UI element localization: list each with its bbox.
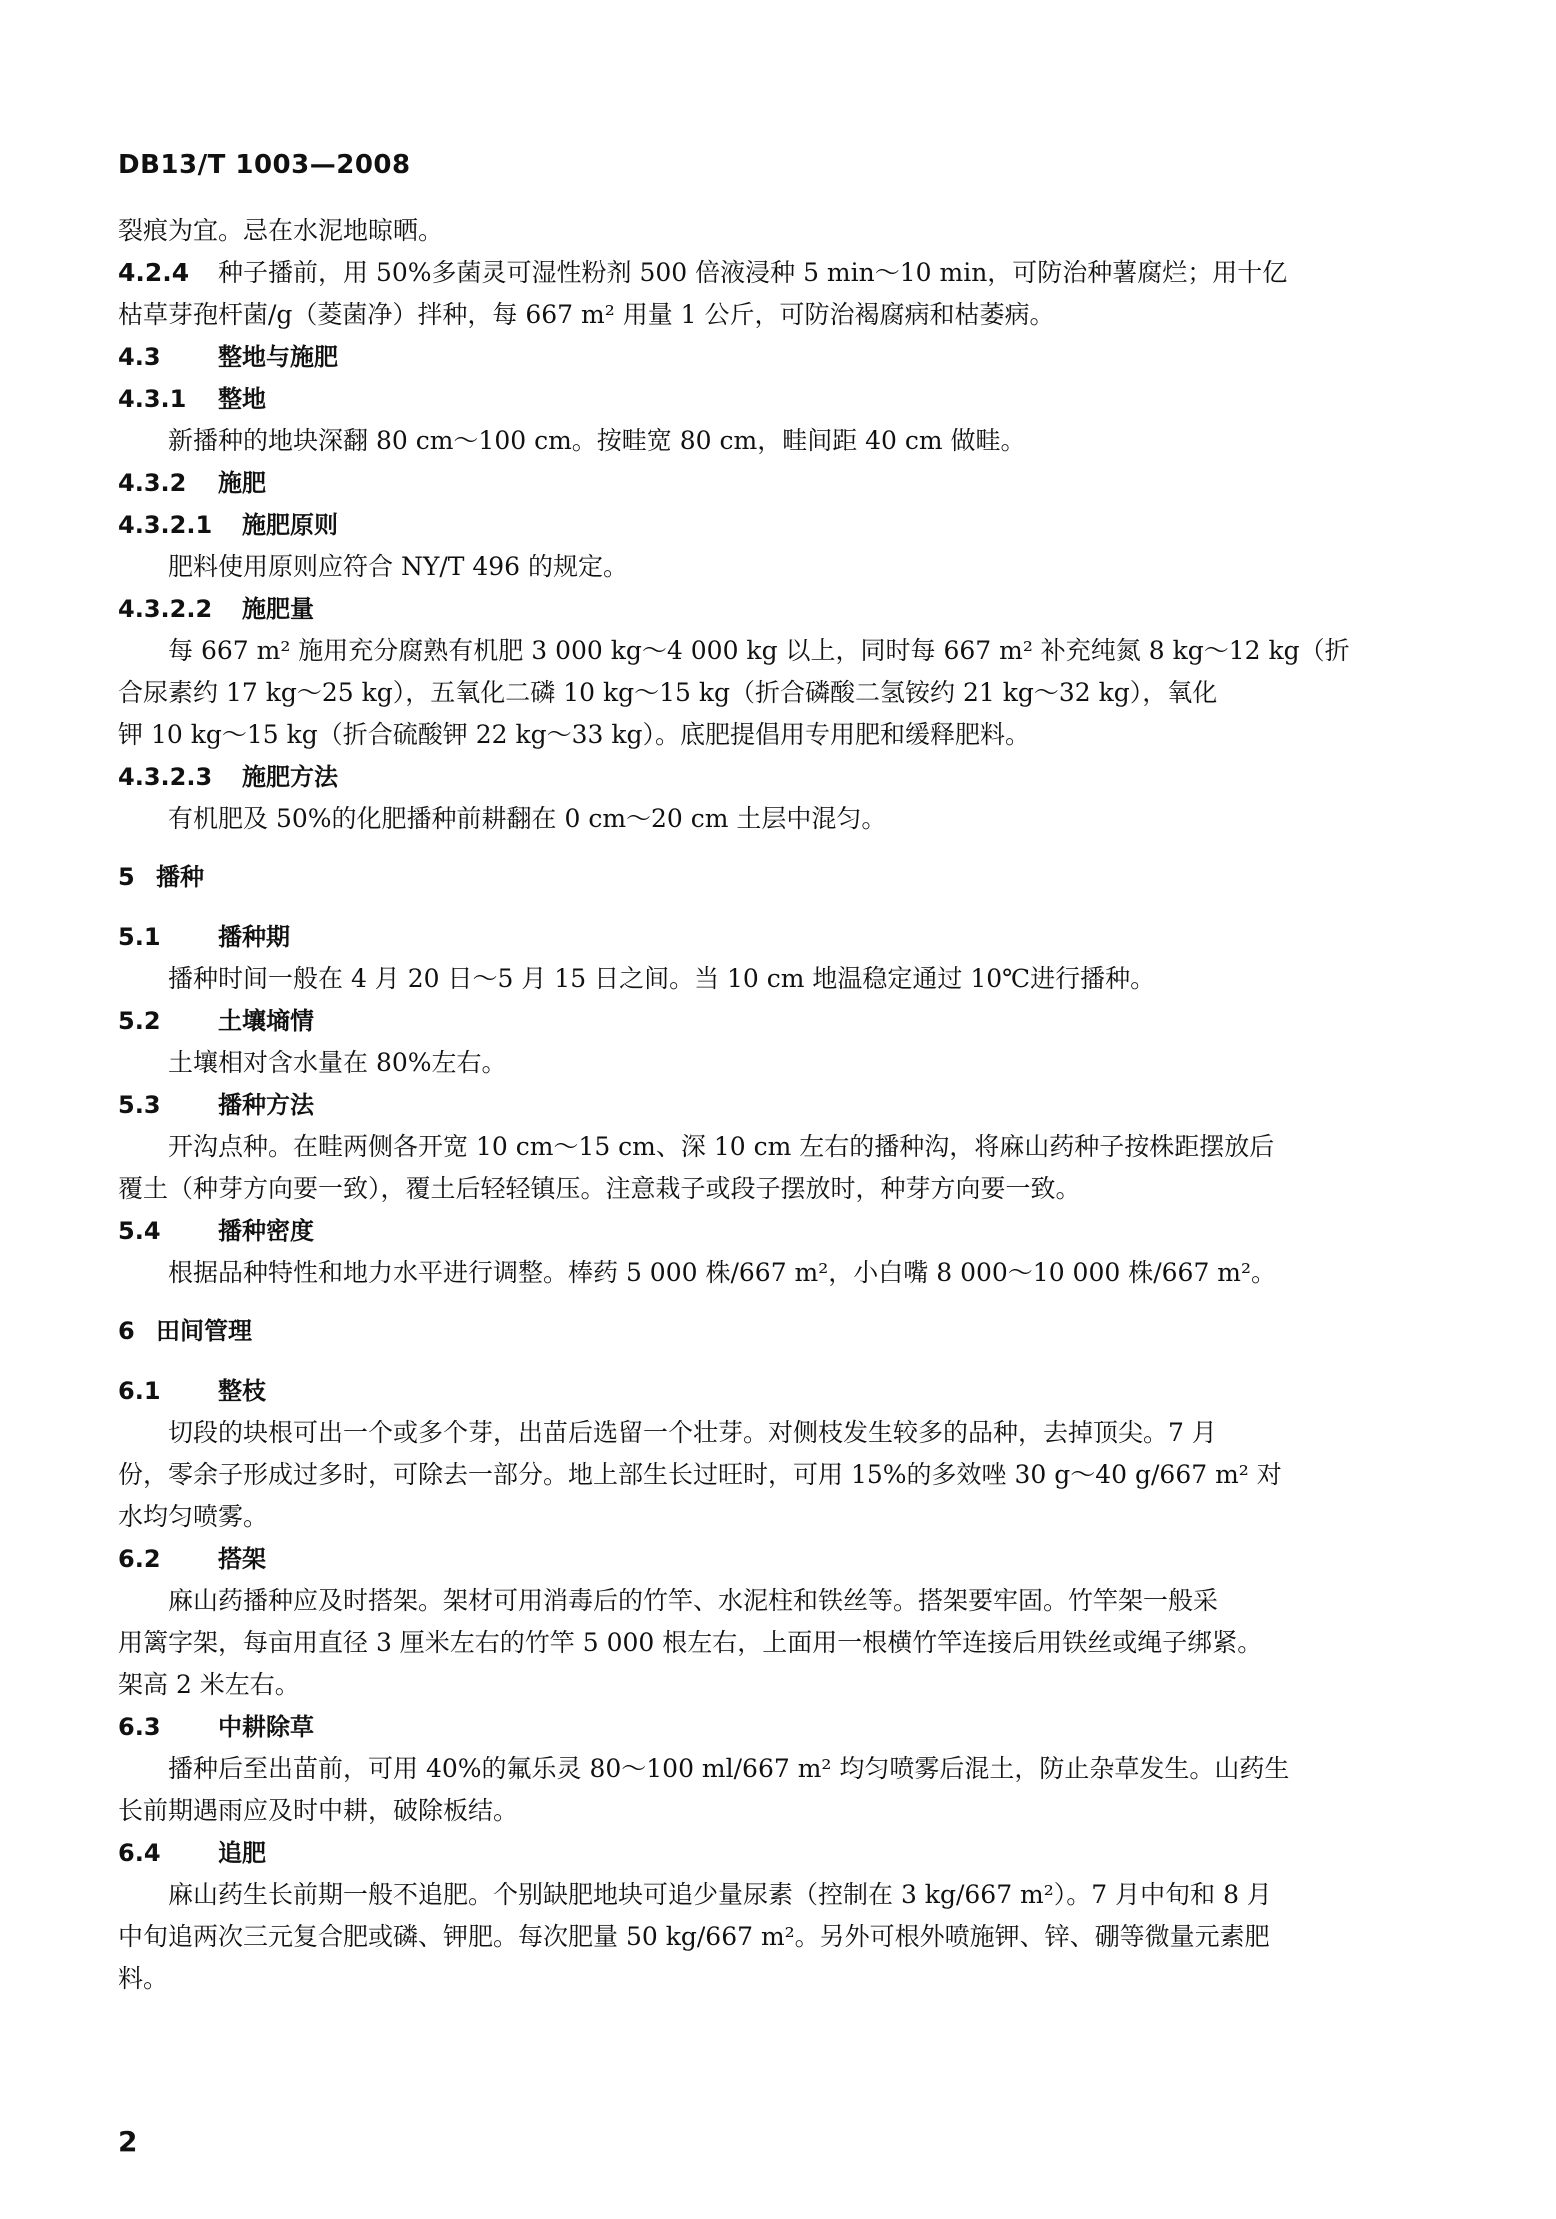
body-line: 水均匀喷雾。	[118, 1502, 269, 1531]
body-line: 合尿素约 17 kg～25 kg），五氧化二磷 10 kg～15 kg（折合磷酸二氢铵约 21 kg～32 kg），氧化	[118, 678, 1218, 707]
body-line: 钾 10 kg～15 kg（折合硫酸钾 22 kg～33 kg）。底肥提倡用专用肥和缓释肥料。	[118, 720, 1031, 749]
body-line: 用篱字架，每亩用直径 3 厘米左右的竹竿 5 000 根左右，上面用一根横竹竿连接后用铁丝或绳子绑紧。	[118, 1628, 1263, 1657]
chapter-number: 5	[118, 863, 135, 891]
section-title: 播种密度	[218, 1217, 314, 1245]
section-heading-4-3-2-3	[118, 756, 1436, 798]
section-heading-6-3	[118, 1706, 1436, 1748]
body-line: 麻山药生长前期一般不追肥。个别缺肥地块可追少量尿素（控制在 3 kg/667 m²）。7 月中旬和 8 月	[168, 1880, 1272, 1909]
section-number: 6.1	[118, 1377, 161, 1405]
section-number: 5.2	[118, 1007, 161, 1035]
chapter-heading-5	[118, 856, 1436, 898]
body-line: 有机肥及 50%的化肥播种前耕翻在 0 cm～20 cm 土层中混匀。	[168, 804, 887, 833]
body-line: 开沟点种。在畦两侧各开宽 10 cm～15 cm、深 10 cm 左右的播种沟，将麻山药种子按株距摆放后	[168, 1132, 1275, 1161]
section-heading-4-3	[118, 336, 1436, 378]
clause-4-2-4	[118, 252, 1436, 294]
section-number: 6.3	[118, 1713, 161, 1741]
section-heading-4-3-2	[118, 462, 1436, 504]
section-number: 5.3	[118, 1091, 161, 1119]
section-title: 中耕除草	[218, 1713, 314, 1741]
section-number: 4.3.2	[118, 469, 187, 497]
body-line: 裂痕为宜。忌在水泥地晾晒。	[118, 216, 444, 245]
section-title: 搭架	[218, 1545, 266, 1573]
section-title: 追肥	[218, 1839, 266, 1867]
section-title: 整枝	[218, 1377, 266, 1405]
section-heading-4-3-2-1	[118, 504, 1436, 546]
section-title: 施肥原则	[242, 511, 338, 539]
document-code: DB13/T 1003—2008	[118, 150, 411, 180]
body-line: 切段的块根可出一个或多个芽，出苗后选留一个壮芽。对侧枝发生较多的品种，去掉顶尖。7 月	[168, 1418, 1217, 1447]
body-line: 架高 2 米左右。	[118, 1670, 300, 1699]
section-number: 4.3	[118, 343, 161, 371]
body-line: 覆土（种芽方向要一致），覆土后轻轻镇压。注意栽子或段子摆放时，种芽方向要一致。	[118, 1174, 1081, 1203]
section-heading-6-4	[118, 1832, 1436, 1874]
body-line: 土壤相对含水量在 80%左右。	[168, 1048, 507, 1077]
section-number: 4.3.2.2	[118, 595, 213, 623]
section-title: 播种方法	[218, 1091, 314, 1119]
clause-number: 4.2.4	[118, 258, 190, 287]
section-title: 播种期	[218, 923, 290, 951]
section-number: 4.3.2.3	[118, 763, 213, 791]
body-line: 播种后至出苗前，可用 40%的氟乐灵 80～100 ml/667 m² 均匀喷雾后混土，防止杂草发生。山药生	[168, 1754, 1290, 1783]
chapter-title: 田间管理	[156, 1317, 252, 1345]
body-line: 根据品种特性和地力水平进行调整。棒药 5 000 株/667 m²，小白嘴 8 000～10 000 株/667 m²。	[168, 1258, 1277, 1287]
page-number: 2	[118, 2125, 138, 2158]
section-title: 整地	[218, 385, 266, 413]
section-heading-6-1	[118, 1370, 1436, 1412]
section-number: 6.4	[118, 1839, 161, 1867]
section-number: 4.3.1	[118, 385, 187, 413]
body-line: 中旬追两次三元复合肥或磷、钾肥。每次肥量 50 kg/667 m²。另外可根外喷施钾、锌、硼等微量元素肥	[118, 1922, 1270, 1951]
body-line: 份，零余子形成过多时，可除去一部分。地上部生长过旺时，可用 15%的多效唑 30 g～40 g/667 m² 对	[118, 1460, 1282, 1489]
section-title: 施肥量	[242, 595, 314, 623]
section-heading-6-2	[118, 1538, 1436, 1580]
section-number: 6.2	[118, 1545, 161, 1573]
body-line: 新播种的地块深翻 80 cm～100 cm。按畦宽 80 cm，畦间距 40 cm 做畦。	[168, 426, 1026, 455]
section-heading-5-4	[118, 1210, 1436, 1252]
chapter-number: 6	[118, 1317, 135, 1345]
chapter-title: 播种	[156, 863, 204, 891]
section-number: 5.1	[118, 923, 161, 951]
body-line: 播种时间一般在 4 月 20 日～5 月 15 日之间。当 10 cm 地温稳定通过 10℃进行播种。	[168, 964, 1156, 993]
section-number: 5.4	[118, 1217, 161, 1245]
section-title: 土壤墒情	[218, 1007, 314, 1035]
body-line: 长前期遇雨应及时中耕，破除板结。	[118, 1796, 519, 1825]
body-line: 每 667 m² 施用充分腐熟有机肥 3 000 kg～4 000 kg 以上，同时每 667 m² 补充纯氮 8 kg～12 kg（折	[168, 636, 1350, 665]
clause-text: 种子播前，用 50%多菌灵可湿性粉剂 500 倍液浸种 5 min～10 min，可防治种薯腐烂；用十亿	[218, 258, 1288, 287]
body-line: 麻山药播种应及时搭架。架材可用消毒后的竹竿、水泥柱和铁丝等。搭架要牢固。竹竿架一般采	[168, 1586, 1219, 1615]
section-title: 施肥方法	[242, 763, 338, 791]
section-title: 施肥	[218, 469, 266, 497]
section-title: 整地与施肥	[218, 343, 338, 371]
section-number: 4.3.2.1	[118, 511, 213, 539]
body-line: 肥料使用原则应符合 NY/T 496 的规定。	[168, 552, 629, 581]
body-line: 枯草芽孢杆菌/g（菱菌净）拌种，每 667 m² 用量 1 公斤，可防治褐腐病和枯萎病。	[118, 300, 1055, 329]
body-line: 料。	[118, 1964, 169, 1993]
section-heading-5-1	[118, 916, 1436, 958]
section-heading-4-3-2-2	[118, 588, 1436, 630]
section-heading-5-2	[118, 1000, 1436, 1042]
document-body	[118, 210, 1436, 2000]
section-heading-4-3-1	[118, 378, 1436, 420]
document-page	[118, 0, 1436, 2219]
section-heading-5-3	[118, 1084, 1436, 1126]
chapter-heading-6	[118, 1310, 1436, 1352]
